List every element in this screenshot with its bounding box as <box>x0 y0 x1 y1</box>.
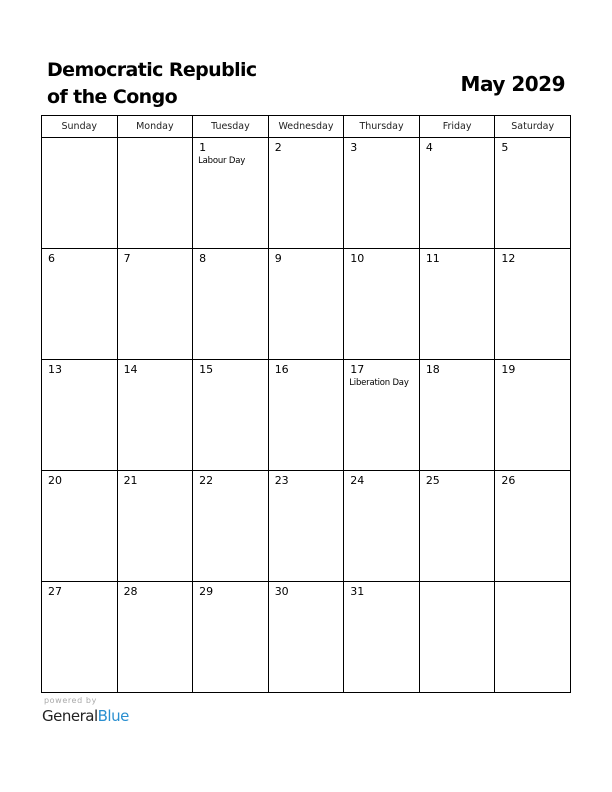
day-cell <box>42 249 118 360</box>
day-number: 6 <box>48 252 55 265</box>
day-number: 24 <box>350 474 365 487</box>
day-cell <box>495 471 571 582</box>
day-number: 13 <box>48 363 62 376</box>
day-number: 31 <box>350 585 365 598</box>
day-number: 30 <box>274 585 289 598</box>
day-cell <box>268 360 344 471</box>
holiday-label: Labour Day <box>198 156 246 166</box>
day-number: 25 <box>425 474 440 487</box>
day-cell <box>42 138 118 249</box>
day-cell <box>268 249 344 360</box>
country-title-line1: Democratic Republic <box>47 59 257 81</box>
day-number: 1 <box>199 141 207 154</box>
weekday-header-wednesday: Wednesday <box>268 116 344 138</box>
weekday-header-row <box>42 116 571 138</box>
week-row <box>42 360 571 471</box>
day-cell <box>193 249 269 360</box>
week-row <box>42 138 571 249</box>
day-number: 7 <box>123 252 131 265</box>
footer-branding <box>42 696 129 726</box>
day-number: 21 <box>123 474 138 487</box>
week-row <box>42 249 571 360</box>
country-title <box>47 57 307 111</box>
day-cell <box>344 360 420 471</box>
day-number: 3 <box>350 141 358 154</box>
day-cell <box>495 138 571 249</box>
day-number: 17 <box>350 363 365 376</box>
generalblue-logo <box>42 706 129 726</box>
day-number: 15 <box>199 363 214 376</box>
weekday-header-saturday: Saturday <box>495 116 571 138</box>
calendar-body <box>42 138 571 693</box>
week-row <box>42 471 571 582</box>
day-number: 22 <box>199 474 214 487</box>
day-number: 12 <box>501 252 516 265</box>
powered-by-text: powered by <box>44 696 97 705</box>
day-cell <box>419 249 495 360</box>
day-cell <box>419 471 495 582</box>
day-cell <box>117 249 193 360</box>
day-cell <box>344 249 420 360</box>
weekday-header-sunday: Sunday <box>42 116 118 138</box>
weekday-header-friday: Friday <box>419 116 495 138</box>
day-cell <box>344 471 420 582</box>
day-cell <box>268 582 344 693</box>
day-number: 19 <box>501 363 516 376</box>
day-cell <box>419 360 495 471</box>
day-cell <box>495 249 571 360</box>
country-title-line2: of the Congo <box>47 86 178 108</box>
week-row <box>42 582 571 693</box>
day-cell <box>344 138 420 249</box>
day-cell <box>117 360 193 471</box>
day-cell <box>42 582 118 693</box>
weekday-header-thursday: Thursday <box>344 116 420 138</box>
day-number: 10 <box>350 252 365 265</box>
day-number: 20 <box>48 474 62 487</box>
day-number: 5 <box>501 141 509 154</box>
day-cell <box>42 360 118 471</box>
day-number: 28 <box>123 585 138 598</box>
day-cell <box>268 138 344 249</box>
logo-text-general: General <box>42 707 98 725</box>
logo-text-blue: Blue <box>97 707 129 725</box>
day-cell <box>117 582 193 693</box>
day-cell <box>42 471 118 582</box>
day-cell <box>419 138 495 249</box>
day-cell <box>495 360 571 471</box>
day-number: 23 <box>274 474 289 487</box>
day-cell <box>344 582 420 693</box>
day-number <box>420 582 495 585</box>
day-cell <box>193 582 269 693</box>
day-number: 4 <box>425 141 433 154</box>
day-cell <box>117 138 193 249</box>
day-number <box>118 138 193 141</box>
day-number <box>42 138 117 141</box>
day-number: 2 <box>274 141 282 154</box>
day-number <box>495 582 570 585</box>
holiday-label: Liberation Day <box>349 378 409 388</box>
weekday-header-tuesday: Tuesday <box>193 116 269 138</box>
month-year-title: May 2029 <box>460 72 565 96</box>
day-number: 11 <box>425 252 440 265</box>
day-cell <box>193 138 269 249</box>
day-cell <box>419 582 495 693</box>
day-cell <box>495 582 571 693</box>
day-number: 8 <box>199 252 207 265</box>
day-number: 29 <box>199 585 214 598</box>
day-number: 26 <box>501 474 516 487</box>
day-number: 9 <box>274 252 282 265</box>
day-cell <box>117 471 193 582</box>
weekday-header-monday: Monday <box>117 116 193 138</box>
day-number: 18 <box>425 363 440 376</box>
day-number: 27 <box>48 585 62 598</box>
day-cell <box>193 471 269 582</box>
calendar-grid <box>41 115 571 693</box>
day-number: 14 <box>123 363 138 376</box>
day-cell <box>268 471 344 582</box>
day-cell <box>193 360 269 471</box>
day-number: 16 <box>274 363 289 376</box>
